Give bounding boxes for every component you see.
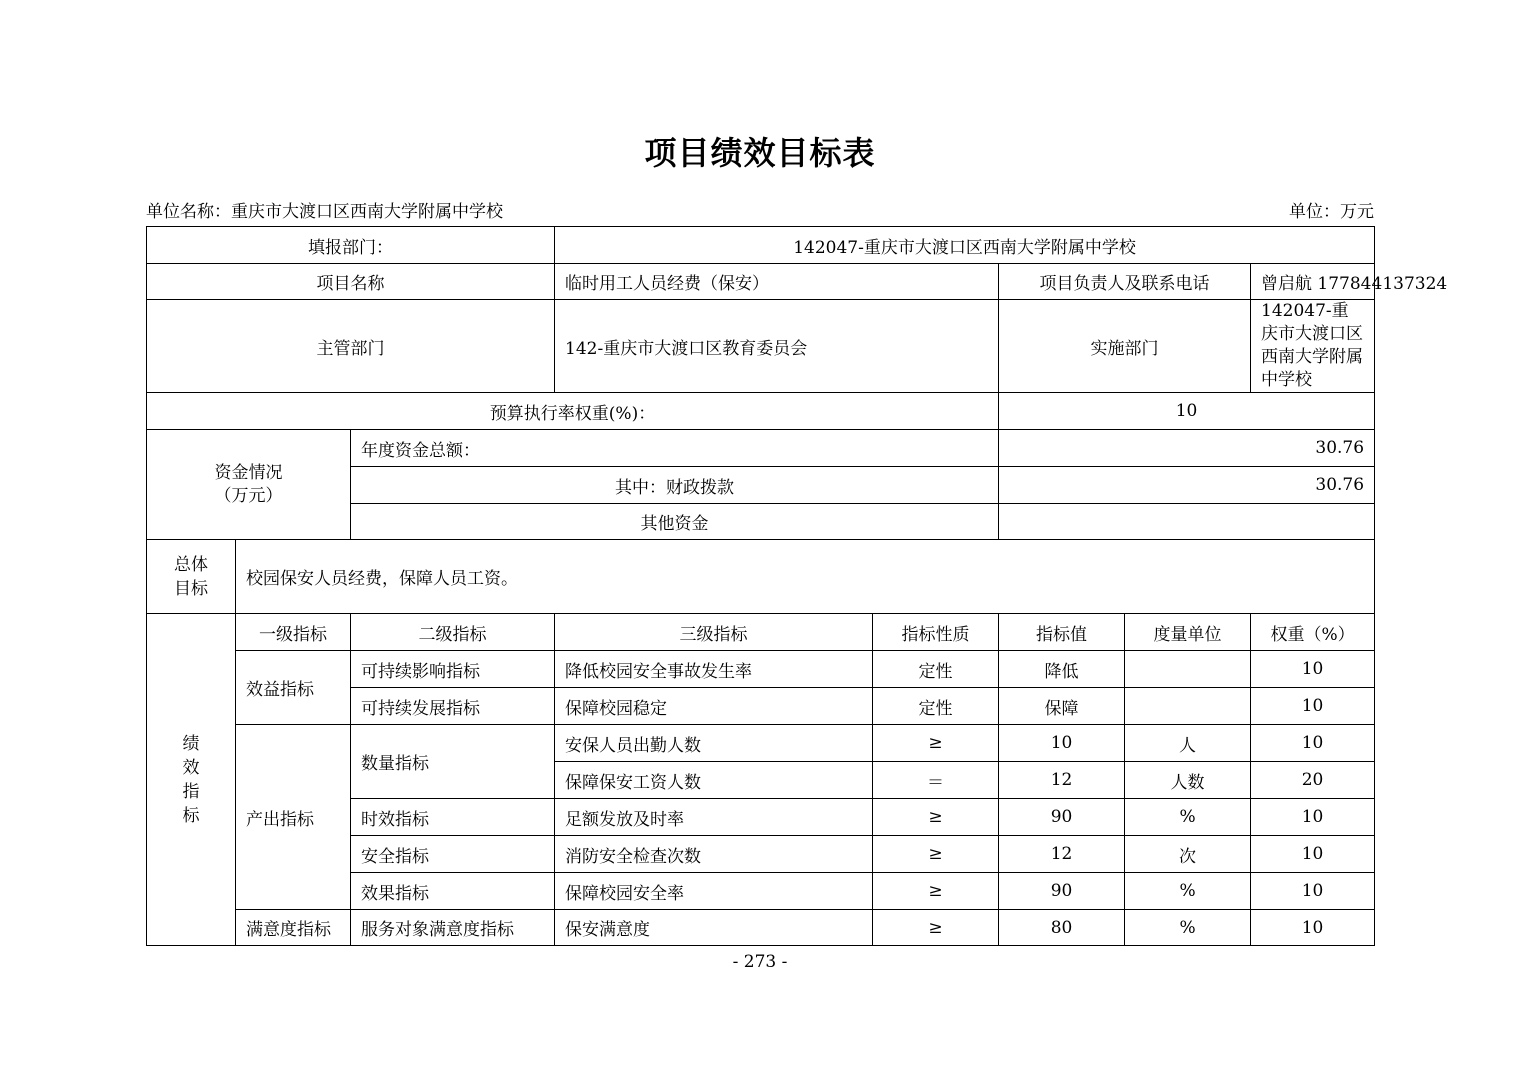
nature-cell: ≥ [873, 725, 999, 762]
table-row [147, 300, 1375, 393]
budget-weight-value: 10 [999, 393, 1375, 430]
performance-table [146, 226, 1448, 946]
fiscal-value: 30.76 [999, 467, 1375, 504]
supervisor-value: 142-重庆市大渡口区教育委员会 [555, 300, 999, 393]
header-value: 指标值 [999, 614, 1125, 651]
page-title: 项目绩效目标表 [644, 134, 876, 172]
level2-cell: 安全指标 [351, 836, 555, 873]
nature-cell: ＝ [873, 762, 999, 799]
budget-weight-label: 预算执行率权重(%)： [147, 393, 999, 430]
unit-cell [1125, 688, 1251, 725]
fiscal-label: 其中：财政拨款 [351, 467, 999, 504]
nature-cell: ≥ [873, 873, 999, 910]
level3-cell: 保安满意度 [555, 910, 873, 946]
nature-cell: ≥ [873, 799, 999, 836]
funds-label-text: 资金情况（万元） [214, 462, 283, 506]
goal-value: 校园保安人员经费，保障人员工资。 [236, 540, 1375, 614]
value-cell: 90 [999, 873, 1125, 910]
level2-cell: 可持续影响指标 [351, 651, 555, 688]
project-name-label: 项目名称 [147, 264, 555, 300]
value-cell: 降低 [999, 651, 1125, 688]
weight-cell: 10 [1251, 910, 1375, 946]
unit-cell [1125, 651, 1251, 688]
table-row [147, 430, 1375, 467]
weight-cell: 10 [1251, 651, 1375, 688]
value-cell: 12 [999, 836, 1125, 873]
nature-cell: ≥ [873, 836, 999, 873]
nature-cell: 定性 [873, 651, 999, 688]
header-nature: 指标性质 [873, 614, 999, 651]
fill-dept-label: 填报部门： [147, 227, 555, 264]
unit-cell: 人 [1125, 725, 1251, 762]
other-funds-label: 其他资金 [351, 504, 999, 540]
goal-label-cell [147, 540, 236, 614]
annual-total-value: 30.76 [999, 430, 1375, 467]
level3-cell: 保障保安工资人数 [555, 762, 873, 799]
level2-cell: 服务对象满意度指标 [351, 910, 555, 946]
value-cell: 10 [999, 725, 1125, 762]
indicator-section-label: 绩效指标 [182, 733, 200, 826]
table-row [147, 264, 1375, 300]
table-row [147, 651, 1375, 688]
value-cell: 保障 [999, 688, 1125, 725]
goal-label: 总体目标 [174, 554, 208, 599]
impl-value: 142047-重庆市大渡口区西南大学附属中学校 [1251, 300, 1375, 393]
indicator-header-row [147, 614, 1375, 651]
impl-label: 实施部门 [999, 300, 1251, 393]
header-level3: 三级指标 [555, 614, 873, 651]
unit-cell: 次 [1125, 836, 1251, 873]
annual-total-label: 年度资金总额： [351, 430, 999, 467]
weight-cell: 10 [1251, 725, 1375, 762]
project-name-value: 临时用工人员经费（保安） [555, 264, 999, 300]
other-funds-value [999, 504, 1375, 540]
unit-cell: 人数 [1125, 762, 1251, 799]
level3-cell: 保障校园稳定 [555, 688, 873, 725]
unit-name: 单位名称：重庆市大渡口区西南大学附属中学校 [146, 202, 503, 222]
indicator-section-cell [147, 614, 236, 946]
header-weight: 权重（%） [1251, 614, 1375, 651]
level1-output: 产出指标 [236, 725, 351, 910]
nature-cell: 定性 [873, 688, 999, 725]
unit-cell: % [1125, 799, 1251, 836]
nature-cell: ≥ [873, 910, 999, 946]
supervisor-label: 主管部门 [147, 300, 555, 393]
table-row [147, 725, 1375, 762]
level3-cell: 安保人员出勤人数 [555, 725, 873, 762]
level3-cell: 保障校园安全率 [555, 873, 873, 910]
level2-cell: 效果指标 [351, 873, 555, 910]
table-row [147, 227, 1375, 264]
level3-cell: 足额发放及时率 [555, 799, 873, 836]
level2-quantity: 数量指标 [351, 725, 555, 799]
unit-label: 单位：万元 [1289, 202, 1374, 222]
unit-cell: % [1125, 873, 1251, 910]
header-unit: 度量单位 [1125, 614, 1251, 651]
level1-satisfaction: 满意度指标 [236, 910, 351, 946]
level2-cell: 可持续发展指标 [351, 688, 555, 725]
weight-cell: 10 [1251, 873, 1375, 910]
value-cell: 12 [999, 762, 1125, 799]
level3-cell: 消防安全检查次数 [555, 836, 873, 873]
contact-value: 曾启航 177844137324 [1251, 264, 1375, 300]
unit-cell: % [1125, 910, 1251, 946]
fill-dept-value: 142047-重庆市大渡口区西南大学附属中学校 [555, 227, 1375, 264]
level1-benefit: 效益指标 [236, 651, 351, 725]
table-row [147, 540, 1375, 614]
page-number: - 273 - [732, 952, 788, 972]
weight-cell: 10 [1251, 799, 1375, 836]
level2-cell: 时效指标 [351, 799, 555, 836]
weight-cell: 10 [1251, 836, 1375, 873]
table-row [147, 910, 1375, 946]
funds-label [147, 430, 351, 540]
header-level1: 一级指标 [236, 614, 351, 651]
header-level2: 二级指标 [351, 614, 555, 651]
weight-cell: 20 [1251, 762, 1375, 799]
table-row [147, 393, 1375, 430]
value-cell: 90 [999, 799, 1125, 836]
value-cell: 80 [999, 910, 1125, 946]
contact-label: 项目负责人及联系电话 [999, 264, 1251, 300]
weight-cell: 10 [1251, 688, 1375, 725]
level3-cell: 降低校园安全事故发生率 [555, 651, 873, 688]
